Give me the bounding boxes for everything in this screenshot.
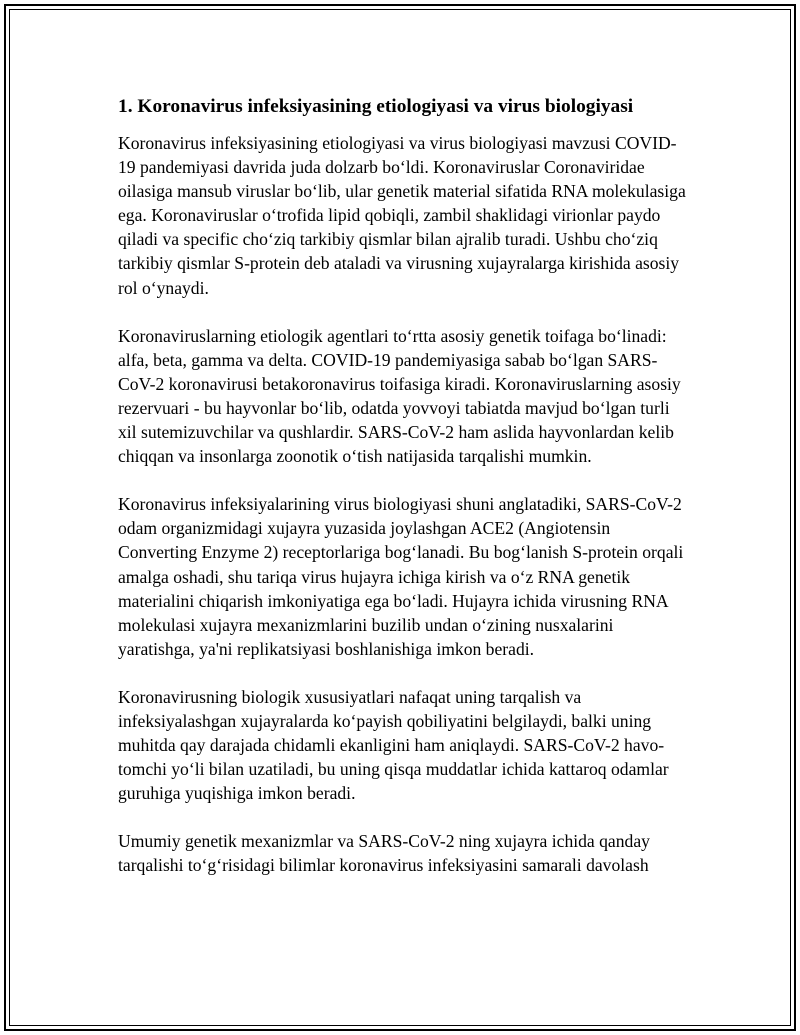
section-heading: 1. Koronavirus infeksiyasining etiologiyasi va virus biologiyasi [118,96,634,117]
document-body [118,95,686,902]
paragraph-virus-biology: Koronavirus infeksiyalarining virus biologiyasi shuni anglatadiki, SARS-CoV-2 odam organizmidagi xujayra yuzasida joylashgan ACE2 (Angiotensin Converting Enzyme 2) receptorlariga bog‘lanadi. Bu bog‘lanish S-protein orqali amalga oshadi, shu tariqa virus hujayra ichiga kirish va o‘z RNA genetik materialini chiqarish imkoniyatiga ega bo‘ladi. Hujayra ichida virusning RNA molekulasi xujayra mexanizmlarini buzilib undan o‘zining nusxalarini yaratishga, ya'ni replikatsiyasi boshlanishiga imkon beradi. [118,494,684,659]
paragraph-etiology-intro: Koronavirus infeksiyasining etiologiyasi va virus biologiyasi mavzusi COVID-19 pandemiyasi davrida juda dolzarb bo‘ldi. Koronaviruslar Coronaviridae oilasiga mansub viruslar bo‘lib, ular genetik material sifatida RNA molekulasiga ega. Koronaviruslar o‘trofida lipid qobiqli, zambil shaklidagi virionlar paydo qiladi va specific cho‘ziq tarkibiy qismlar bilan ajralib turadi. Ushbu cho‘ziq tarkibiy qismlar S-protein deb ataladi va virusning xujayralarga kirishida asosiy rol o‘ynaydi. [118,133,686,298]
paragraph-genetic-mechanisms: Umumiy genetik mexanizmlar va SARS-CoV-2 ning xujayra ichida qanday tarqalishi to‘g‘risidagi bilimlar koronavirus infeksiyasini samarali davolash [118,831,650,876]
paragraph-biological-properties: Koronavirusning biologik xususiyatlari nafaqat uning tarqalish va infeksiyalashgan xujayralarda ko‘payish qobiliyatini belgilaydi, balki uning muhitda qay darajada chidamli ekanligini ham aniqlaydi. SARS-CoV-2 havo-tomchi yo‘li bilan uzatiladi, bu uning qisqa muddatlar ichida kattaroq odamlar guruhiga yuqishiga imkon beradi. [118,686,669,804]
paragraph-genetic-groups: Koronaviruslarning etiologik agentlari to‘rtta asosiy genetik toifaga bo‘linadi: alfa, beta, gamma va delta. COVID-19 pandemiyasiga sabab bo‘lgan SARS-CoV-2 koronavirusi betakoronavirus toifasiga kiradi. Koronaviruslarning asosiy rezervuari - bu hayvonlar bo‘lib, odatda yovvoyi tabiatda mavjud bo‘lgan turli xil sutemizuvchilar va qushlardir. SARS-CoV-2 ham aslida hayvonlardan kelib chiqqan va insonlarga zoonotik o‘tish natijasida tarqalishi mumkin. [118,325,681,467]
